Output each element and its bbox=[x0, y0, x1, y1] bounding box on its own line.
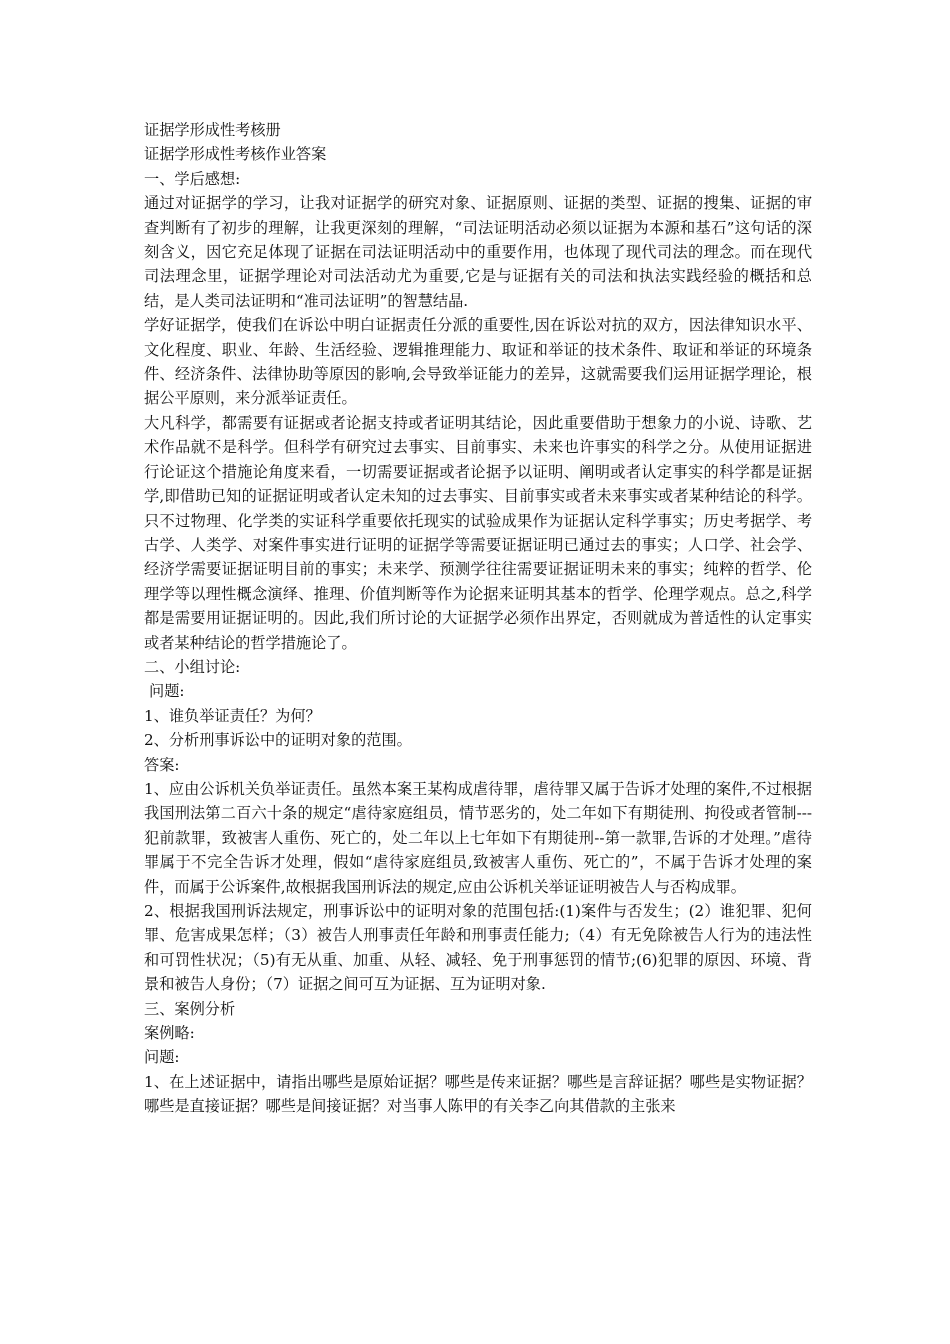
document-body bbox=[144, 118, 812, 1119]
question-item: 1、在上述证据中，请指出哪些是原始证据？哪些是传来证据？哪些是言辞证据？哪些是实物证据？哪些是直接证据？哪些是间接证据？对当事人陈甲的有关李乙向其借款的主张来 bbox=[144, 1072, 812, 1116]
question-label: 问题: bbox=[144, 1048, 180, 1067]
case-label: 案例略: bbox=[144, 1024, 195, 1043]
body-paragraph: 大凡科学，都需要有证据或者论据支持或者证明其结论，因此重要借助于想象力的小说、诗歌、艺术作品就不是科学。但科学有研究过去事实、目前事实、未来也许事实的科学之分。从使用证据进行论证这个措施论角度来看，一切需要证据或者论据予以证明、阐明或者认定事实的科学都是证据学,即借助已知的证据证明或者认定未知的过去事实、目前事实或者未来事实或者某种结论的科学。只不过物理、化学类的实证科学重要依托现实的试验成果作为证据认定科学事实；历史考据学、考古学、人类学、对案件事实进行证明的证据学等需要证据证明已通过去的事实；人口学、社会学、经济学需要证据证明目前的事实；未来学、预测学往往需要证据证明未来的事实；纯粹的哲学、伦理学等以理性概念演绎、推理、价值判断等作为论据来证明其基本的哲学、伦理学观点。总之,科学都是需要用证据证明的。因此,我们所讨论的大证据学必须作出界定，否则就成为普适性的认定事实或者某种结论的哲学措施论了。 bbox=[144, 413, 812, 652]
body-paragraph: 学好证据学，使我们在诉讼中明白证据责任分派的重要性,因在诉讼对抗的双方，因法律知识水平、文化程度、职业、年龄、生活经验、逻辑推理能力、取证和举证的技术条件、取证和举证的环境条件、经济条件、法律协助等原因的影响,会导致举证能力的差异，这就需要我们运用证据学理论，根据公平原则，来分派举证责任。 bbox=[144, 316, 812, 408]
question-item: 2、分析刑事诉讼中的证明对象的范围。 bbox=[144, 731, 412, 750]
section-heading: 二、小组讨论: bbox=[144, 657, 241, 676]
document-title: 证据学形成性考核册 bbox=[144, 121, 281, 139]
answer-paragraph: 2、根据我国刑诉法规定，刑事诉讼中的证明对象的范围包括:(1)案件与否发生；(2）谁犯罪、犯何罪、危害成果怎样；（3）被告人刑事责任年龄和刑事责任能力;（4）有无免除被告人行为的违法性和可罚性状况；（5)有无从重、加重、从轻、减轻、免于刑事惩罚的情节;(6)犯罪的原因、环境、背景和被告人身份；（7）证据之间可互为证据、互为证明对象. bbox=[144, 902, 812, 994]
answer-label: 答案: bbox=[144, 755, 180, 774]
section-heading: 一、学后感想: bbox=[144, 169, 241, 188]
body-paragraph: 通过对证据学的学习，让我对证据学的研究对象、证据原则、证据的类型、证据的搜集、证据的审查判断有了初步的理解，让我更深刻的理解，“司法证明活动必须以证据为本源和基石”这句话的深刻含义，因它充足体现了证据在司法证明活动中的重要作用，也体现了现代司法的理念。而在现代司法理念里，证据学理论对司法活动尤为重要,它是与证据有关的司法和执法实践经验的概括和总结，是人类司法证明和“准司法证明”的智慧结晶. bbox=[144, 194, 812, 310]
question-label: 问题: bbox=[149, 682, 185, 701]
question-item: 1、谁负举证责任？为何？ bbox=[144, 706, 321, 725]
answer-paragraph: 1、应由公诉机关负举证责任。虽然本案王某构成虐待罪，虐待罪又属于告诉才处理的案件,不过根据我国刑法第二百六十条的规定“虐待家庭组员，情节恶劣的，处二年如下有期徒刑、拘役或者管制---犯前款罪，致被害人重伤、死亡的，处二年以上七年如下有期徒刑--第一款罪,告诉的才处理。”虐待罪属于不完全告诉才处理，假如“虐待家庭组员,致被害人重伤、死亡的”，不属于告诉才处理的案件，而属于公诉案件,故根据我国刑诉法的规定,应由公诉机关举证证明被告人与否构成罪。 bbox=[144, 779, 812, 896]
document-subtitle: 证据学形成性考核作业答案 bbox=[144, 145, 327, 164]
section-heading: 三、案例分析 bbox=[144, 999, 236, 1018]
